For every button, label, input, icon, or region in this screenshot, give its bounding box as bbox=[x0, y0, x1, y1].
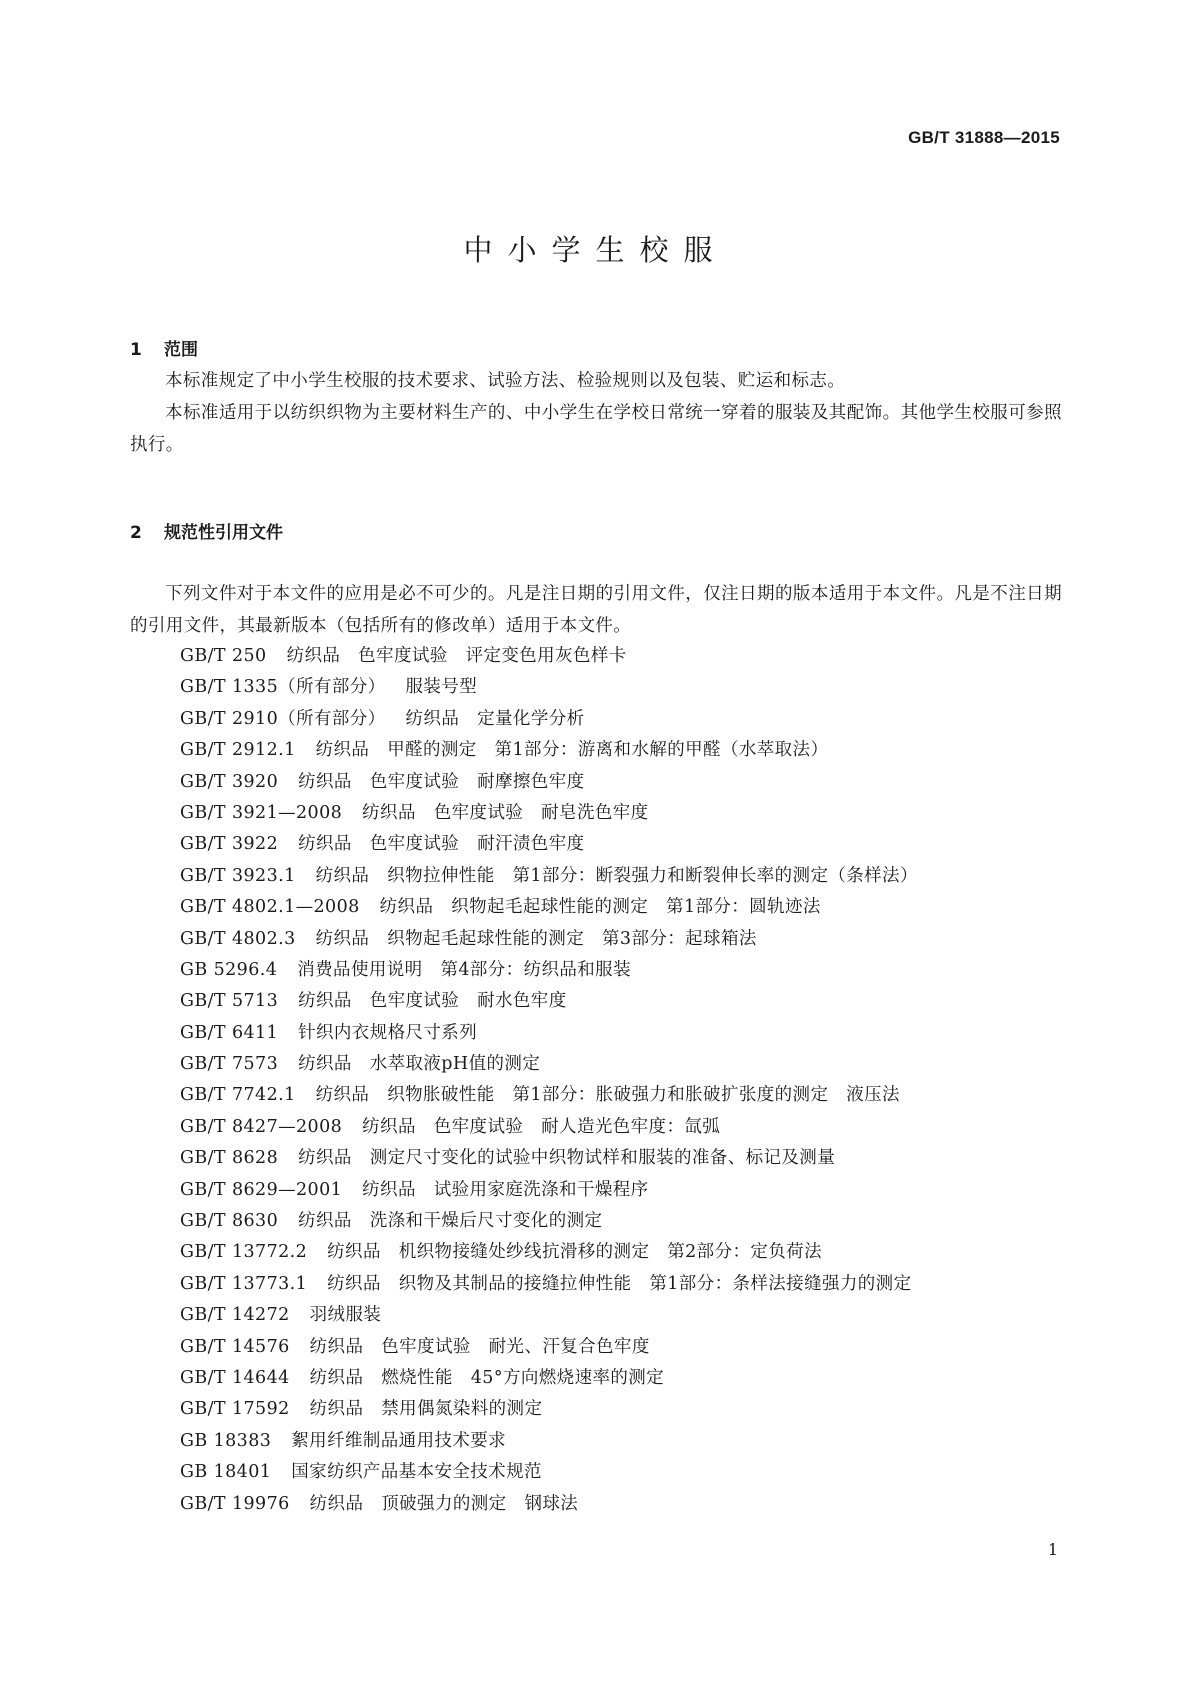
section-title: 规范性引用文件 bbox=[164, 523, 283, 543]
reference-title: 纺织品 测定尺寸变化的试验中织物试样和服装的准备、标记及测量 bbox=[298, 1148, 836, 1169]
reference-title: 纺织品 色牢度试验 耐人造光色牢度：氙弧 bbox=[362, 1116, 721, 1137]
document-title: 中小学生校服 bbox=[463, 233, 728, 267]
reference-code: GB/T 8629—2001 bbox=[180, 1179, 343, 1200]
reference-item bbox=[180, 735, 918, 766]
reference-code: GB/T 3923.1 bbox=[180, 865, 296, 886]
page-number: 1 bbox=[1047, 1540, 1058, 1559]
section-number: 2 bbox=[130, 523, 142, 543]
reference-title: 纺织品 禁用偶氮染料的测定 bbox=[309, 1399, 543, 1420]
reference-item bbox=[180, 829, 918, 860]
scope-paragraph: 本标准规定了中小学生校服的技术要求、试验方法、检验规则以及包装、贮运和标志。 bbox=[165, 371, 846, 391]
reference-item bbox=[180, 1457, 918, 1488]
reference-title: 纺织品 色牢度试验 耐汗渍色牢度 bbox=[298, 834, 585, 855]
reference-item bbox=[180, 641, 918, 672]
reference-item bbox=[180, 1300, 918, 1331]
reference-title: 纺织品 机织物接缝处纱线抗滑移的测定 第2部分：定负荷法 bbox=[327, 1242, 822, 1263]
reference-item bbox=[180, 1269, 918, 1300]
reference-item bbox=[180, 861, 918, 892]
reference-code: GB/T 17592 bbox=[180, 1399, 290, 1420]
reference-code: GB/T 7742.1 bbox=[180, 1085, 296, 1106]
reference-item bbox=[180, 1049, 918, 1080]
reference-item bbox=[180, 704, 918, 735]
section-title: 范围 bbox=[164, 340, 198, 360]
reference-item bbox=[180, 1237, 918, 1268]
reference-code: GB/T 13772.2 bbox=[180, 1242, 308, 1263]
normative-reference-list bbox=[180, 641, 918, 1520]
reference-code: GB/T 3920 bbox=[180, 771, 279, 792]
reference-title: 纺织品 色牢度试验 耐皂洗色牢度 bbox=[362, 802, 649, 823]
reference-item bbox=[180, 1489, 918, 1520]
reference-title: 服装号型 bbox=[405, 677, 478, 698]
reference-title: 纺织品 织物起毛起球性能的测定 第3部分：起球箱法 bbox=[315, 928, 757, 949]
reference-title: 纺织品 色牢度试验 耐摩擦色牢度 bbox=[298, 771, 585, 792]
reference-code: GB/T 250 bbox=[180, 646, 267, 666]
reference-code: GB/T 14644 bbox=[180, 1367, 290, 1388]
reference-title: 国家纺织产品基本安全技术规范 bbox=[291, 1462, 542, 1483]
reference-code: GB/T 19976 bbox=[180, 1493, 290, 1514]
reference-title: 纺织品 色牢度试验 耐水色牢度 bbox=[298, 991, 567, 1012]
reference-title: 纺织品 水萃取液pH值的测定 bbox=[298, 1054, 541, 1075]
reference-code: GB/T 5713 bbox=[180, 991, 279, 1012]
reference-item bbox=[180, 1206, 918, 1237]
reference-item bbox=[180, 798, 918, 829]
section-2-heading bbox=[130, 518, 283, 543]
reference-item bbox=[180, 1143, 918, 1174]
reference-title: 纺织品 色牢度试验 耐光、汗复合色牢度 bbox=[309, 1336, 650, 1357]
reference-title: 絮用纤维制品通用技术要求 bbox=[291, 1430, 507, 1451]
reference-code: GB 18401 bbox=[180, 1462, 272, 1483]
reference-title: 纺织品 织物起毛起球性能的测定 第1部分：圆轨迹法 bbox=[379, 897, 821, 918]
reference-code: GB/T 7573 bbox=[180, 1054, 279, 1075]
reference-title: 针织内衣规格尺寸系列 bbox=[298, 1022, 478, 1043]
reference-code: GB/T 8630 bbox=[180, 1211, 279, 1232]
reference-item bbox=[180, 1426, 918, 1457]
standard-code: GB/T 31888—2015 bbox=[908, 128, 1060, 147]
reference-item bbox=[180, 924, 918, 955]
reference-item bbox=[180, 955, 918, 986]
reference-title: 纺织品 织物及其制品的接缝拉伸性能 第1部分：条样法接缝强力的测定 bbox=[327, 1273, 912, 1294]
reference-item bbox=[180, 892, 918, 923]
reference-item bbox=[180, 767, 918, 798]
reference-code: GB/T 14272 bbox=[180, 1305, 290, 1326]
scope-paragraph: 本标准适用于以纺织织物为主要材料生产的、中小学生在学校日常统一穿着的服装及其配饰。其他学生校服可参照执行。 bbox=[130, 403, 1062, 455]
section-1-heading bbox=[130, 335, 198, 360]
reference-code: GB 18383 bbox=[180, 1430, 272, 1451]
reference-title: 纺织品 色牢度试验 评定变色用灰色样卡 bbox=[286, 646, 627, 666]
reference-code: GB/T 6411 bbox=[180, 1022, 279, 1043]
reference-item bbox=[180, 1080, 918, 1111]
reference-item bbox=[180, 1363, 918, 1394]
reference-code: GB/T 1335（所有部分） bbox=[180, 677, 386, 698]
reference-title: 纺织品 顶破强力的测定 钢球法 bbox=[309, 1493, 579, 1514]
section-number: 1 bbox=[130, 340, 142, 360]
reference-code: GB/T 8628 bbox=[180, 1148, 279, 1169]
reference-item bbox=[180, 1018, 918, 1049]
reference-title: 消费品使用说明 第4部分：纺织品和服装 bbox=[297, 959, 631, 980]
reference-title: 纺织品 织物胀破性能 第1部分：胀破强力和胀破扩张度的测定 液压法 bbox=[315, 1085, 900, 1106]
reference-title: 羽绒服装 bbox=[309, 1305, 382, 1326]
reference-code: GB/T 3921—2008 bbox=[180, 802, 343, 823]
reference-code: GB/T 4802.3 bbox=[180, 928, 296, 949]
reference-title: 纺织品 甲醛的测定 第1部分：游离和水解的甲醛（水萃取法） bbox=[315, 740, 829, 761]
reference-title: 纺织品 定量化学分析 bbox=[405, 708, 585, 729]
reference-title: 纺织品 织物拉伸性能 第1部分：断裂强力和断裂伸长率的测定（条样法） bbox=[315, 865, 918, 886]
reference-code: GB/T 3922 bbox=[180, 834, 279, 855]
reference-item bbox=[180, 1112, 918, 1143]
reference-title: 纺织品 燃烧性能 45°方向燃烧速率的测定 bbox=[309, 1367, 665, 1388]
reference-item bbox=[180, 672, 918, 703]
reference-code: GB/T 14576 bbox=[180, 1336, 290, 1357]
reference-code: GB/T 4802.1—2008 bbox=[180, 897, 360, 918]
reference-title: 纺织品 洗涤和干燥后尺寸变化的测定 bbox=[298, 1211, 603, 1232]
reference-item bbox=[180, 1332, 918, 1363]
reference-title: 纺织品 试验用家庭洗涤和干燥程序 bbox=[362, 1179, 649, 1200]
reference-code: GB 5296.4 bbox=[180, 959, 278, 980]
reference-code: GB/T 2910（所有部分） bbox=[180, 708, 386, 729]
reference-item bbox=[180, 986, 918, 1017]
reference-code: GB/T 8427—2008 bbox=[180, 1116, 343, 1137]
reference-code: GB/T 13773.1 bbox=[180, 1273, 308, 1294]
reference-item bbox=[180, 1394, 918, 1425]
reference-item bbox=[180, 1175, 918, 1206]
reference-code: GB/T 2912.1 bbox=[180, 740, 296, 761]
references-intro-paragraph: 下列文件对于本文件的应用是必不可少的。凡是注日期的引用文件，仅注日期的版本适用于本文件。凡是不注日期的引用文件，其最新版本（包括所有的修改单）适用于本文件。 bbox=[130, 584, 1062, 636]
